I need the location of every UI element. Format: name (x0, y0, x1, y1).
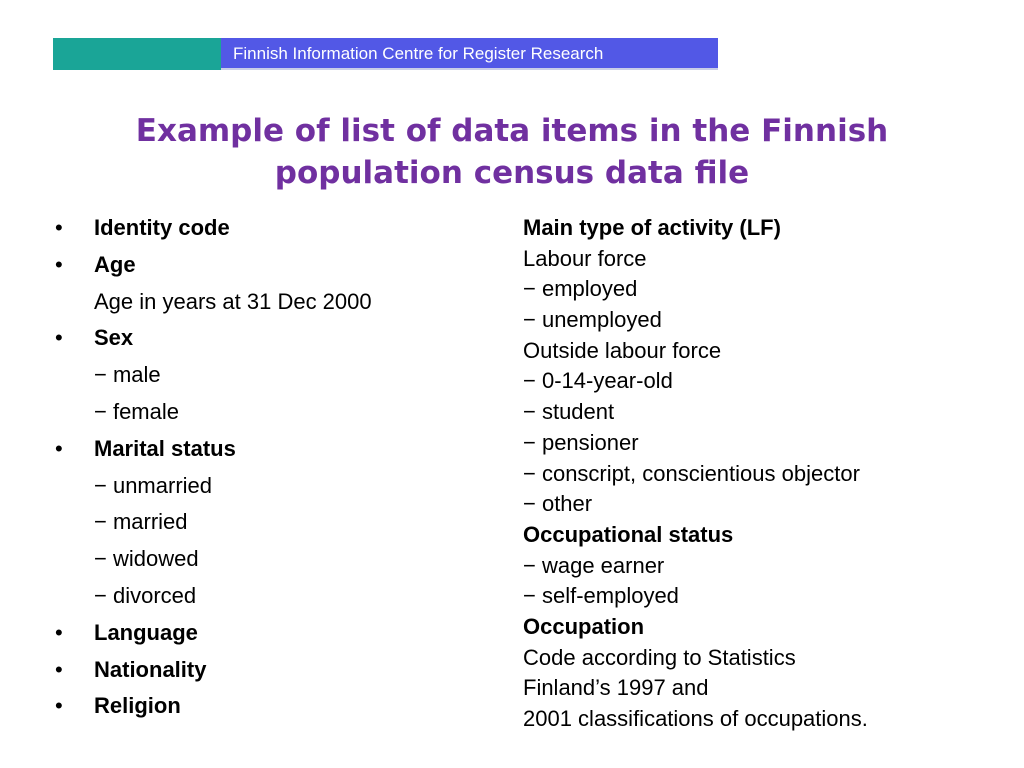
right-list-item: Finland’s 1997 and (523, 675, 709, 701)
left-list-item (55, 691, 475, 728)
slide-title-line-2: population census data file (274, 155, 750, 191)
right-list-heading: Occupational status (523, 521, 734, 547)
header-teal-bar (53, 38, 221, 70)
left-list-item (55, 544, 475, 581)
left-list-item-text: − female (94, 398, 179, 424)
left-list-item (55, 287, 475, 324)
left-list-item (55, 507, 475, 544)
right-list-heading: Main type of activity (LF) (523, 215, 781, 240)
left-list-item-text: − male (94, 362, 161, 388)
bullet-icon: • (55, 251, 63, 277)
right-list-item: 2001 classifications of occupations. (523, 706, 868, 731)
left-list (55, 213, 475, 728)
left-list-item-text: Sex (94, 325, 134, 351)
right-list-item: − pensioner (523, 429, 639, 455)
left-list-item-text: Nationality (94, 656, 207, 682)
right-list-item: Outside labour force (523, 337, 722, 363)
left-list-item-text: Identity code (94, 215, 230, 240)
right-list-item: − wage earner (523, 552, 665, 578)
bullet-icon: • (55, 619, 63, 645)
header-org-name: Finnish Information Centre for Register Research (233, 44, 604, 63)
left-list-item (55, 471, 475, 508)
left-list-item-text: Marital status (94, 435, 236, 461)
left-list-item (55, 323, 475, 360)
left-list-item (55, 618, 475, 655)
left-list-item (55, 434, 475, 471)
right-list-item: − employed (523, 276, 638, 302)
left-list-item (55, 213, 475, 250)
left-list-item-text: − unmarried (94, 472, 213, 498)
right-list-item: Code according to Statistics (523, 644, 796, 670)
right-list-item: − 0-14-year-old (523, 368, 673, 394)
left-list-item-text: Age (94, 251, 136, 277)
bullet-icon: • (55, 215, 63, 240)
right-list-heading: Occupation (523, 613, 645, 639)
header-blue-bar (221, 38, 718, 70)
left-list-item-text: Language (94, 619, 198, 645)
right-list-item: − conscript, conscientious objector (523, 460, 860, 486)
slide-title (60, 110, 964, 194)
bullet-icon: • (55, 325, 63, 351)
right-list-item: − student (523, 399, 615, 425)
right-list-item: − unemployed (523, 307, 662, 333)
slide-title-line-1: Example of list of data items in the Finnish (135, 113, 889, 149)
left-list-item (55, 397, 475, 434)
bullet-icon: • (55, 656, 63, 682)
left-list-item-text: Age in years at 31 Dec 2000 (94, 288, 372, 314)
bullet-icon: • (55, 693, 63, 719)
left-list-item-text: − divorced (94, 582, 197, 608)
left-list-item (55, 655, 475, 692)
right-list-item: − self-employed (523, 583, 679, 609)
right-list-item: − other (523, 491, 593, 517)
left-list-item (55, 360, 475, 397)
right-list (523, 213, 963, 735)
left-list-item (55, 250, 475, 287)
left-list-item (55, 581, 475, 618)
right-list-item: Labour force (523, 245, 647, 271)
bullet-icon: • (55, 435, 63, 461)
left-list-item-text: − married (94, 509, 188, 535)
left-list-item-text: − widowed (94, 546, 199, 572)
left-list-item-text: Religion (94, 693, 181, 719)
